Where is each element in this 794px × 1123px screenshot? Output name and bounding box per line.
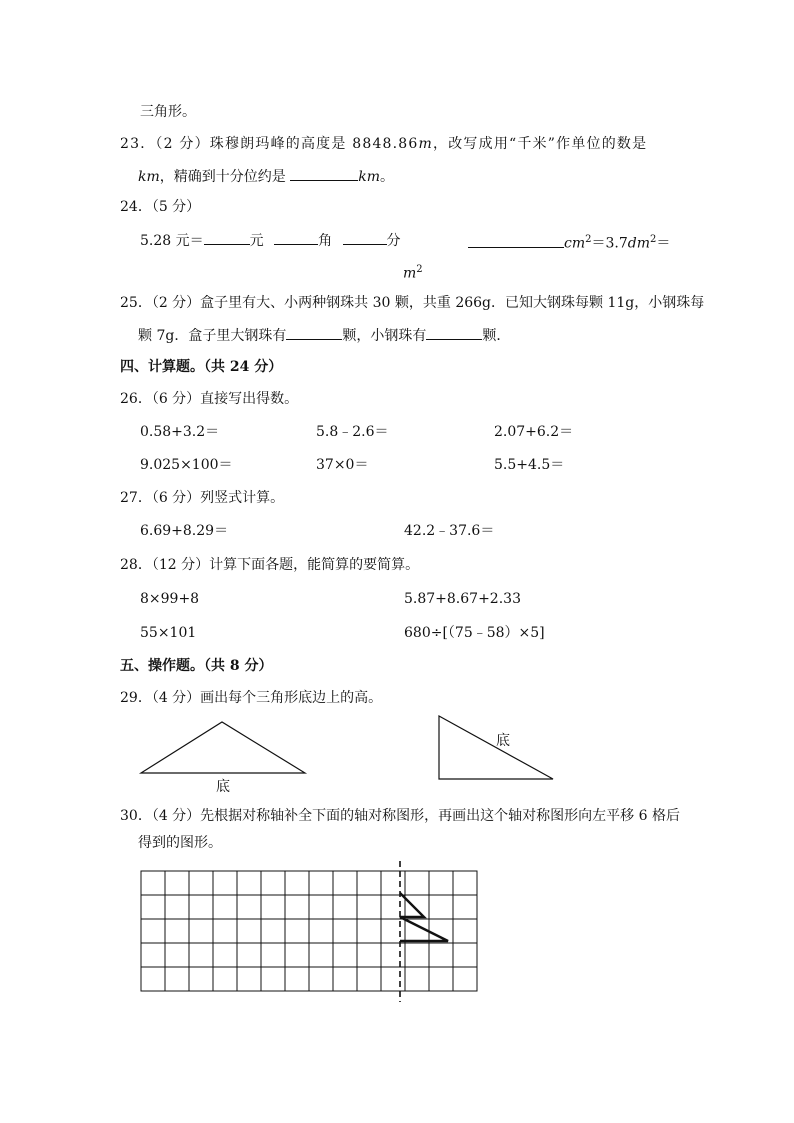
unit: m <box>418 136 434 152</box>
calc-item: 8×99+8 <box>140 591 200 607</box>
question-text: （2 分）珠穆朗玛峰的高度是 8848.86 <box>155 136 419 152</box>
question-text: 颗． <box>482 328 511 344</box>
question-30: 30．（4 分）先根据对称轴补全下面的轴对称图形，再画出这个轴对称图形向左平移 6 格后 <box>120 808 680 824</box>
unit: 分 <box>386 233 401 249</box>
question-29: 29．（4 分）画出每个三角形底边上的高。 <box>120 690 383 706</box>
question-text: ，精确到十分位约是 <box>159 169 286 185</box>
unit: km <box>358 169 380 185</box>
unit: m <box>403 265 417 282</box>
section-heading-5: 五、操作题。（共 8 分） <box>120 658 273 674</box>
value: ＝3.7 <box>591 235 628 252</box>
triangle-1-label: 底 <box>216 779 230 795</box>
superscript: 2 <box>416 264 423 275</box>
calc-item: 680÷[（75﹣58）×5] <box>404 625 545 641</box>
superscript: 2 <box>650 234 657 245</box>
calc-item: 55×101 <box>140 625 197 641</box>
question-27: 27．（6 分）列竖式计算。 <box>120 490 285 506</box>
text-line: 三角形。 <box>140 104 196 120</box>
unit: dm <box>627 235 651 252</box>
superscript: 2 <box>585 234 592 245</box>
calc-item: 6.69+8.29＝ <box>140 523 229 539</box>
calc-item: 37×0＝ <box>316 457 369 473</box>
punct: 。 <box>379 169 394 185</box>
question-28: 28．（12 分）计算下面各题，能简算的要简算。 <box>120 557 420 573</box>
unit: 角 <box>318 233 333 249</box>
calc-item: 5.5+4.5＝ <box>494 457 565 473</box>
calc-item: 5.8﹣2.6＝ <box>316 424 389 440</box>
question-number: 23． <box>120 136 156 152</box>
value: ＝ <box>656 235 671 252</box>
calc-item: 9.025×100＝ <box>140 457 233 473</box>
question-text: ，改写成用“千米”作单位的数是 <box>433 136 648 152</box>
calc-item: 5.87+8.67+2.33 <box>404 591 521 607</box>
half-shape <box>400 893 448 941</box>
unit: cm <box>564 235 586 252</box>
section-heading-4: 四、计算题。（共 24 分） <box>120 359 283 375</box>
question-text: 颗，小钢珠有 <box>342 328 427 344</box>
question-25: 25．（2 分）盒子里有大、小两种钢珠共 30 颗，共重 266g．已知大钢珠每颗 11g，小钢珠每 <box>120 295 705 311</box>
question-24: 24．（5 分） <box>120 199 201 215</box>
question-26: 26．（6 分）直接写出得数。 <box>120 391 299 407</box>
calc-item: 42.2﹣37.6＝ <box>404 523 495 539</box>
value: 5.28 元＝ <box>140 233 204 249</box>
calc-item: 0.58+3.2＝ <box>140 424 220 440</box>
unit: 元 <box>249 233 264 249</box>
question-text: 颗 7g．盒子里大钢珠有 <box>138 328 287 344</box>
question-30-cont: 得到的图形。 <box>138 835 222 851</box>
unit: km <box>138 169 160 185</box>
triangle-2-label: 底 <box>496 733 510 749</box>
calc-item: 2.07+6.2＝ <box>494 424 574 440</box>
